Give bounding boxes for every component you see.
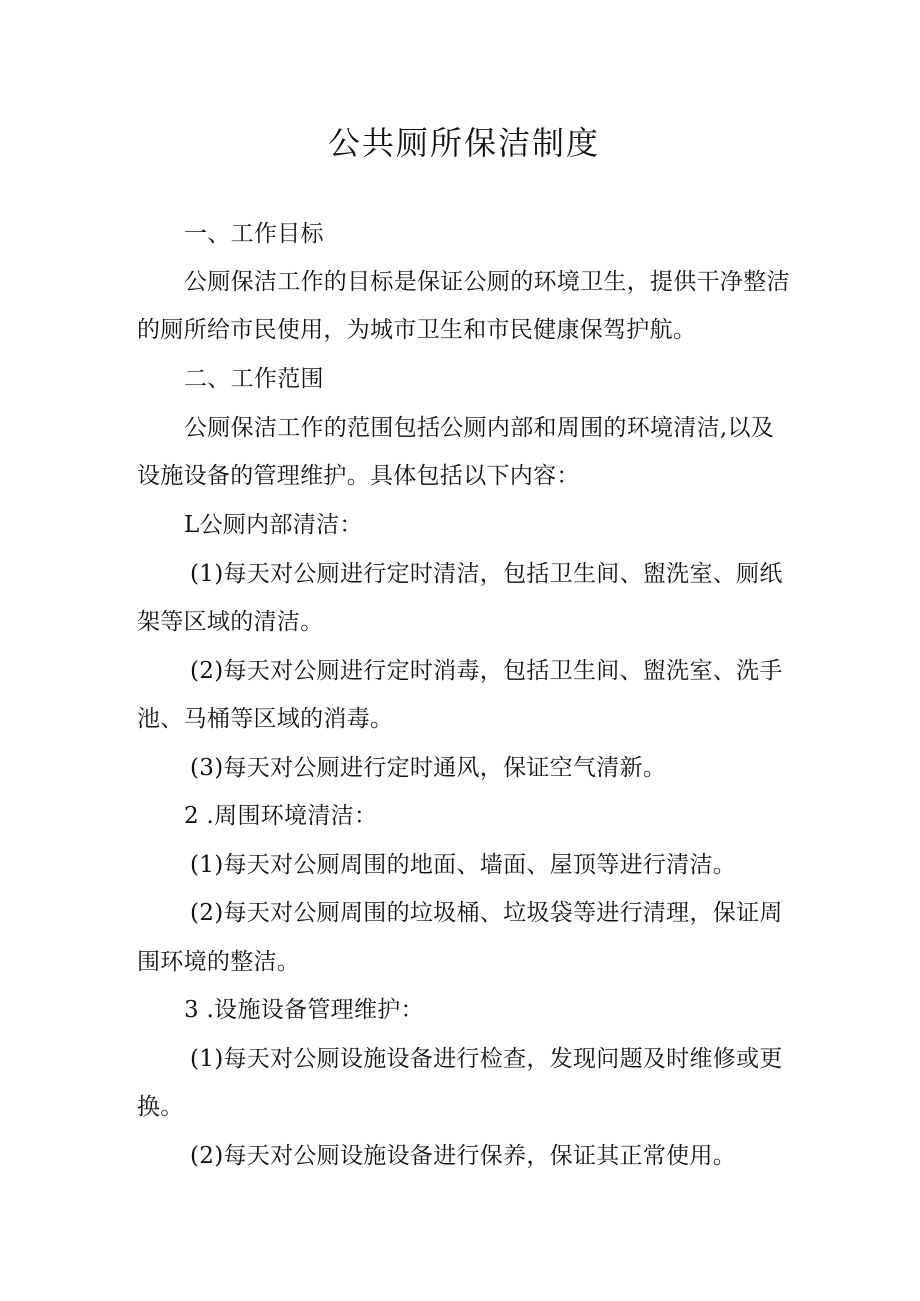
- list-item-line: (1)每天对公厕进行定时清洁，包括卫生间、盥洗室、厕纸: [190, 561, 783, 587]
- document-title: 公共厕所保洁制度: [327, 124, 600, 162]
- list-item-line: (3)每天对公厕进行定时通风，保证空气清新。: [190, 755, 667, 781]
- paragraph-line: 的厕所给市民使用，为城市卫生和市民健康保驾护航。: [137, 317, 697, 343]
- paragraph-line: 公厕保洁工作的目标是保证公厕的环境卫生，提供干净整洁: [184, 269, 790, 295]
- section-heading-goal: 一、工作目标: [184, 221, 324, 247]
- list-item-line: (1)每天对公厕周围的地面、墙面、屋顶等进行清洁。: [190, 852, 737, 878]
- list-item-line: 池、马桶等区域的消毒。: [137, 706, 394, 732]
- section-heading-scope: 二、工作范围: [184, 366, 324, 392]
- list-item-line: 架等区域的清洁。: [137, 609, 324, 635]
- subheading-surroundings-cleaning: 2 .周围环境清洁：: [184, 803, 378, 829]
- paragraph-line: 设施设备的管理维护。具体包括以下内容：: [137, 463, 580, 489]
- subheading-facility-maintenance: 3 .设施设备管理维护：: [184, 997, 424, 1023]
- subheading-interior-cleaning: L公厕内部清洁：: [184, 512, 363, 538]
- list-item-line: (1)每天对公厕设施设备进行检查，发现问题及时维修或更: [190, 1046, 783, 1072]
- list-item-line: 围环境的整洁。: [137, 949, 301, 975]
- list-item-line: 换。: [137, 1094, 184, 1120]
- list-item-line: (2)每天对公厕周围的垃圾桶、垃圾袋等进行清理，保证周: [190, 900, 783, 926]
- list-item-line: (2)每天对公厕进行定时消毒，包括卫生间、盥洗室、洗手: [190, 658, 783, 684]
- paragraph-line: 公厕保洁工作的范围包括公厕内部和周围的环境清洁,以及: [184, 415, 775, 441]
- list-item-line: (2)每天对公厕设施设备进行保养，保证其正常使用。: [190, 1143, 737, 1169]
